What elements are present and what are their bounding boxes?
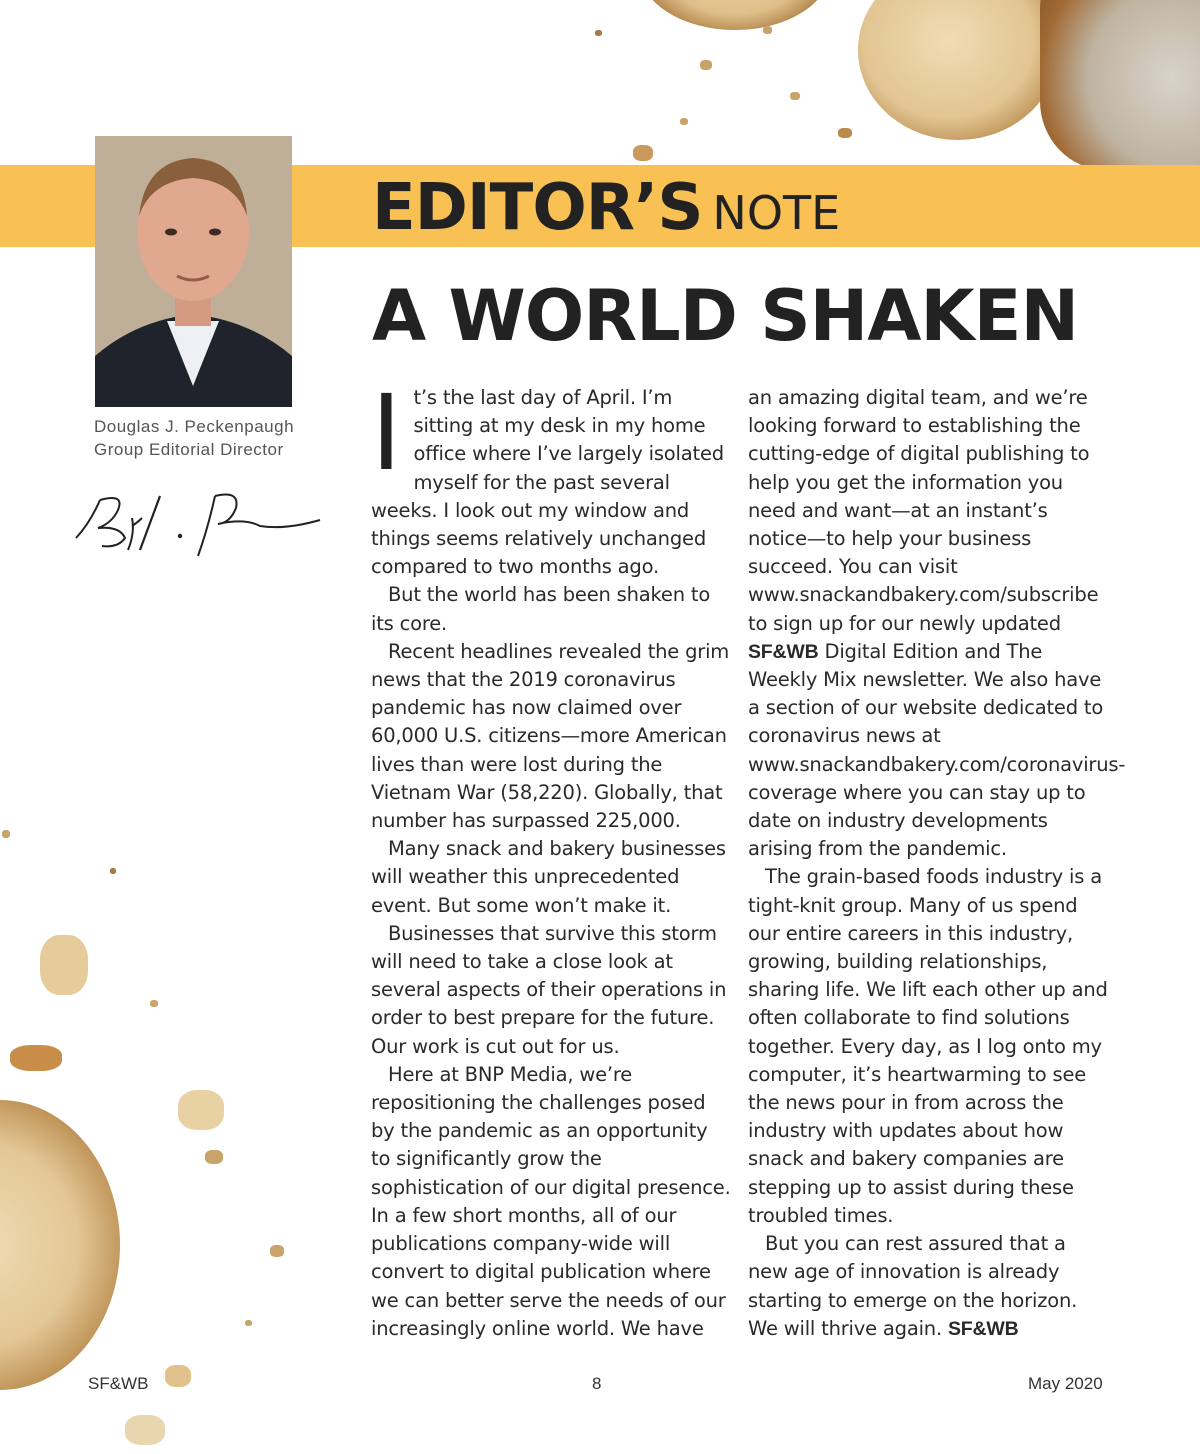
article-paragraph: Here at BNP Media, we’re repositioning the challenges posed by the pandemic as an opportunity to significantly grow the sophistication of our digital presence. In a few short months, all of our publications company-wide will convert to digital publication where we can better serve the needs of our increasingly online world. We have bbox=[371, 1062, 731, 1340]
article-paragraph: It’s the last day of April. I’m sitting at my desk in my home office where I’ve largely isolated myself for the past several weeks. I look out my window and things seems relatively unchanged compared to two months ago. bbox=[371, 372, 724, 579]
article-column-2 bbox=[748, 384, 1126, 1343]
article-paragraph: Many snack and bakery businesses will weather this unprecedented event. But some won’t make it. bbox=[371, 837, 726, 917]
author-title: Group Editorial Director bbox=[94, 440, 284, 459]
drop-cap: I bbox=[371, 372, 402, 494]
article-paragraph: Businesses that survive this storm will need to take a close look at several aspects of their operations in order to best prepare for the future. Our work is cut out for us. bbox=[371, 921, 727, 1058]
brand-name: SF&WB bbox=[748, 640, 819, 663]
section-title bbox=[372, 171, 841, 245]
article-paragraph: an amazing digital team, and we’re looking forward to establishing the cutting-edge of digital publishing to help you get the information you need and want—at an instant’s notice—to help your business succeed. You can visit www.snackandbakery.com/subscribe to sign up for our newly updated SF&WB Digital Edition and The Weekly Mix newsletter. We also have a section of our website dedicated to coronavirus news at www.snackandbakery.com/coronavirus-coverage where you can stay up to date on industry developments arising from the pandemic. bbox=[748, 386, 1126, 861]
section-title-bold: EDITOR’S bbox=[372, 171, 703, 245]
article-headline: A WORLD SHAKEN bbox=[372, 275, 1079, 357]
footer-date: May 2020 bbox=[1028, 1374, 1103, 1393]
author-photo bbox=[95, 136, 292, 407]
article-paragraph: The grain-based foods industry is a tight-knit group. Many of us spend our entire careers in this industry, growing, building relationships, sharing life. We lift each other up and often collaborate to find solutions together. Every day, as I log onto my computer, it’s heartwarming to see the news pour in from across the industry with updates about how snack and bakery companies are stepping up to assist during these troubled times. bbox=[748, 865, 1108, 1227]
author-signature bbox=[70, 478, 330, 558]
section-title-light: NOTE bbox=[712, 186, 841, 240]
footer-publication: SF&WB bbox=[88, 1374, 149, 1393]
author-name: Douglas J. Peckenpaugh bbox=[94, 417, 295, 436]
article-paragraph: But you can rest assured that a new age of innovation is already starting to emerge on the horizon. We will thrive again. SF&WB bbox=[748, 1232, 1078, 1340]
article-paragraph: Recent headlines revealed the grim news that the 2019 coronavirus pandemic has now claimed over 60,000 U.S. citizens—more American lives than were lost during the Vietnam War (58,220). Globally, that number has surpassed 225,000. bbox=[371, 639, 730, 833]
article-column-1 bbox=[371, 372, 731, 1343]
article-paragraph: But the world has been shaken to its core. bbox=[371, 583, 711, 635]
footer-page-number: 8 bbox=[592, 1374, 602, 1393]
brand-signoff: SF&WB bbox=[947, 1317, 1019, 1340]
